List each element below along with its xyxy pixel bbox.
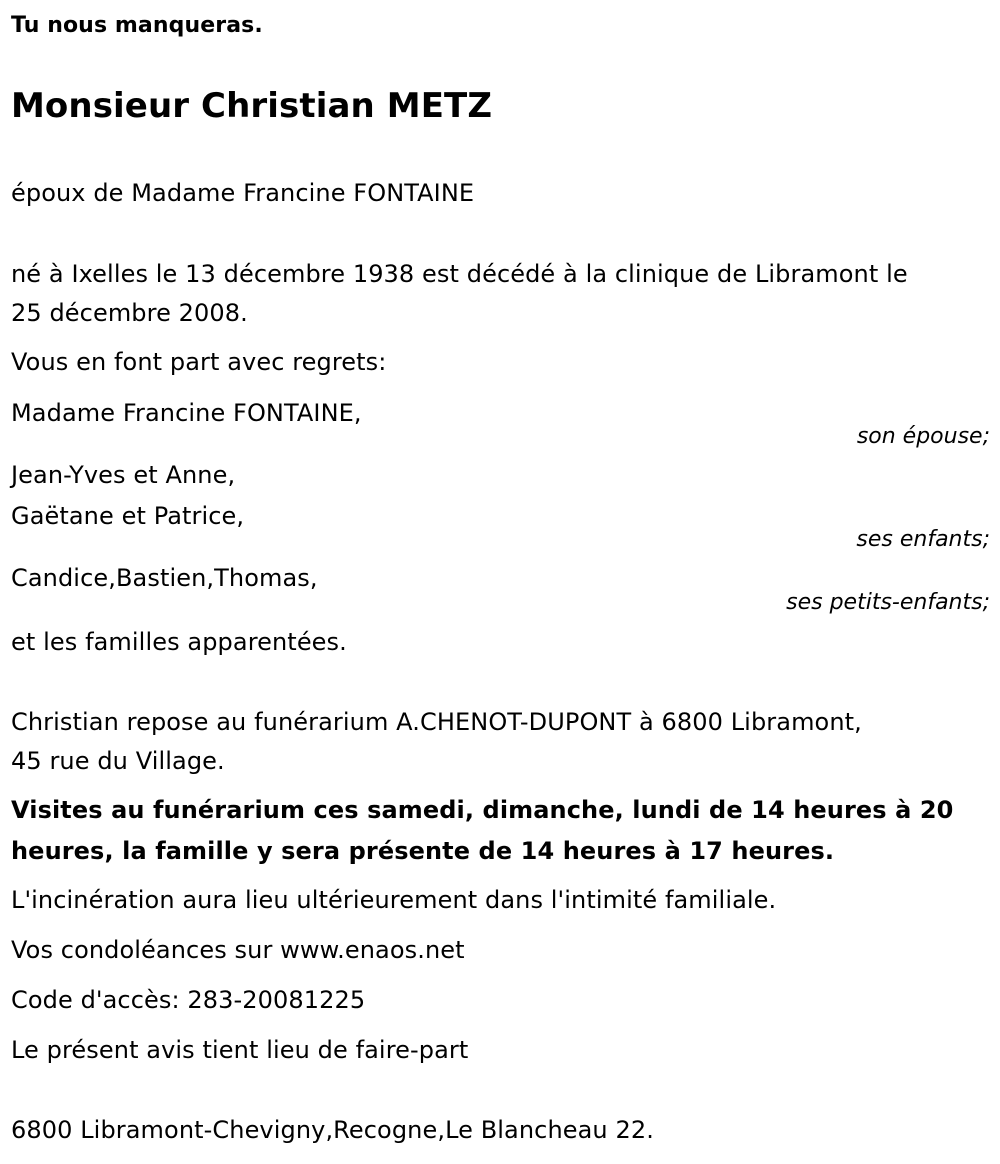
tagline: Tu nous manqueras. bbox=[11, 13, 263, 38]
birth-death-line-1: né à Ixelles le 13 décembre 1938 est décédé à la clinique de Libramont le bbox=[11, 260, 908, 288]
repose-line-1: Christian repose au funérarium A.CHENOT-DUPONT à 6800 Libramont, bbox=[11, 708, 862, 736]
spouse-role: son épouse; bbox=[856, 424, 990, 449]
grandchildren: Candice,Bastien,Thomas, bbox=[11, 564, 318, 592]
spouse-line: époux de Madame Francine FONTAINE bbox=[11, 179, 475, 207]
children-role: ses enfants; bbox=[856, 527, 990, 552]
deceased-name: Monsieur Christian METZ bbox=[11, 86, 493, 126]
relatives-line: et les familles apparentées. bbox=[11, 628, 347, 656]
birth-death-line-2: 25 décembre 2008. bbox=[11, 299, 248, 327]
announcers-intro: Vous en font part avec regrets: bbox=[11, 348, 387, 376]
grandchildren-role: ses petits-enfants; bbox=[786, 590, 990, 615]
child-1: Jean-Yves et Anne, bbox=[11, 461, 236, 489]
faire-part-line: Le présent avis tient lieu de faire-part bbox=[11, 1036, 469, 1064]
address-line: 6800 Libramont-Chevigny,Recogne,Le Blancheau 22. bbox=[11, 1116, 654, 1144]
child-2: Gaëtane et Patrice, bbox=[11, 502, 245, 530]
access-code-line: Code d'accès: 283-20081225 bbox=[11, 986, 366, 1014]
visits-line-1: Visites au funérarium ces samedi, dimanche, lundi de 14 heures à 20 bbox=[11, 796, 954, 824]
spouse-name: Madame Francine FONTAINE, bbox=[11, 399, 362, 427]
condolences-line: Vos condoléances sur www.enaos.net bbox=[11, 936, 465, 964]
visits-line-2: heures, la famille y sera présente de 14 heures à 17 heures. bbox=[11, 837, 835, 865]
repose-line-2: 45 rue du Village. bbox=[11, 747, 225, 775]
cremation-line: L'incinération aura lieu ultérieurement dans l'intimité familiale. bbox=[11, 886, 777, 914]
